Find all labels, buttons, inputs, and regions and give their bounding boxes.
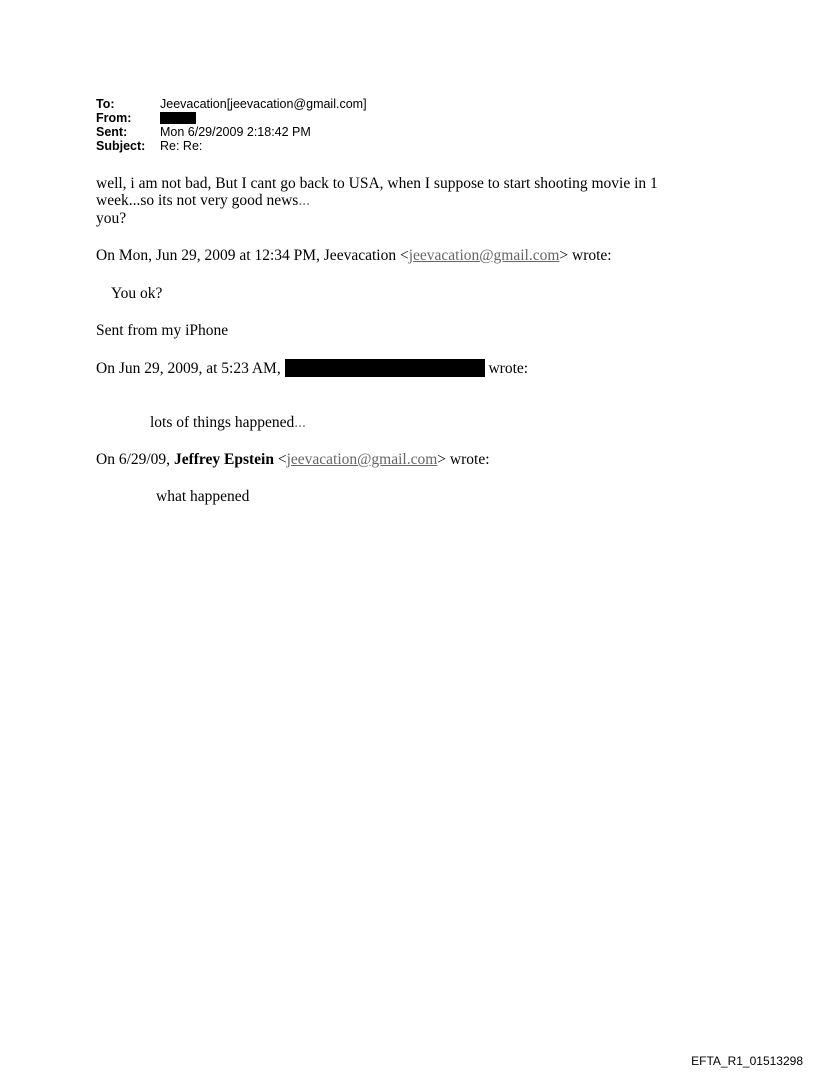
to-row xyxy=(96,97,367,111)
sent-from-text: Sent from my iPhone xyxy=(96,322,229,339)
from-label: From: xyxy=(96,111,132,125)
lots-text-main: lots of things happened xyxy=(150,414,295,431)
sent-label: Sent: xyxy=(96,125,128,139)
sender-name: Jeffrey Epstein xyxy=(173,451,274,468)
quote-header-1 xyxy=(96,247,612,265)
body-line-2-text: week...so its not very good news xyxy=(96,192,299,209)
to-value: Jeevacation[jeevacation@gmail.com] xyxy=(160,97,367,111)
quote-header-1-prefix: On Mon, Jun 29, 2009 at 12:34 PM, Jeevacation < xyxy=(96,247,409,264)
from-value xyxy=(160,111,196,125)
subject-label: Subject: xyxy=(96,139,146,153)
redaction-block xyxy=(285,359,485,377)
redaction-block xyxy=(160,112,196,124)
quote-header-3-prefix: On 6/29/09, xyxy=(96,451,171,468)
body-line-3: you? xyxy=(96,210,127,227)
email-header xyxy=(96,97,367,153)
ellipsis: ... xyxy=(298,192,310,209)
what-happened-text: what happened xyxy=(156,488,250,505)
quote-header-1-suffix: > wrote: xyxy=(559,247,612,264)
email-link[interactable]: jeevacation@gmail.com xyxy=(286,451,438,468)
ellipsis: ... xyxy=(294,414,306,431)
to-label: To: xyxy=(96,97,115,111)
quote-header-3-open: < xyxy=(277,451,287,468)
body-line-2 xyxy=(96,192,310,210)
you-ok-text: You ok? xyxy=(111,285,163,302)
lots-text xyxy=(150,414,306,432)
subject-value: Re: Re: xyxy=(160,139,203,153)
quote-header-3-suffix: > wrote: xyxy=(437,451,490,468)
email-link[interactable]: jeevacation@gmail.com xyxy=(408,247,560,264)
quote-header-3 xyxy=(96,451,490,469)
body-line-1: well, i am not bad, But I cant go back to USA, when I suppose to start shooting movie in 1 xyxy=(96,175,658,192)
quote-header-2-suffix: wrote: xyxy=(488,360,529,377)
sent-row xyxy=(96,125,367,139)
document-id: EFTA_R1_01513298 xyxy=(691,1054,803,1068)
quote-header-2 xyxy=(96,359,528,378)
subject-row xyxy=(96,139,367,153)
from-row xyxy=(96,111,367,125)
quote-header-2-prefix: On Jun 29, 2009, at 5:23 AM, xyxy=(96,360,281,377)
sent-value: Mon 6/29/2009 2:18:42 PM xyxy=(160,125,311,139)
